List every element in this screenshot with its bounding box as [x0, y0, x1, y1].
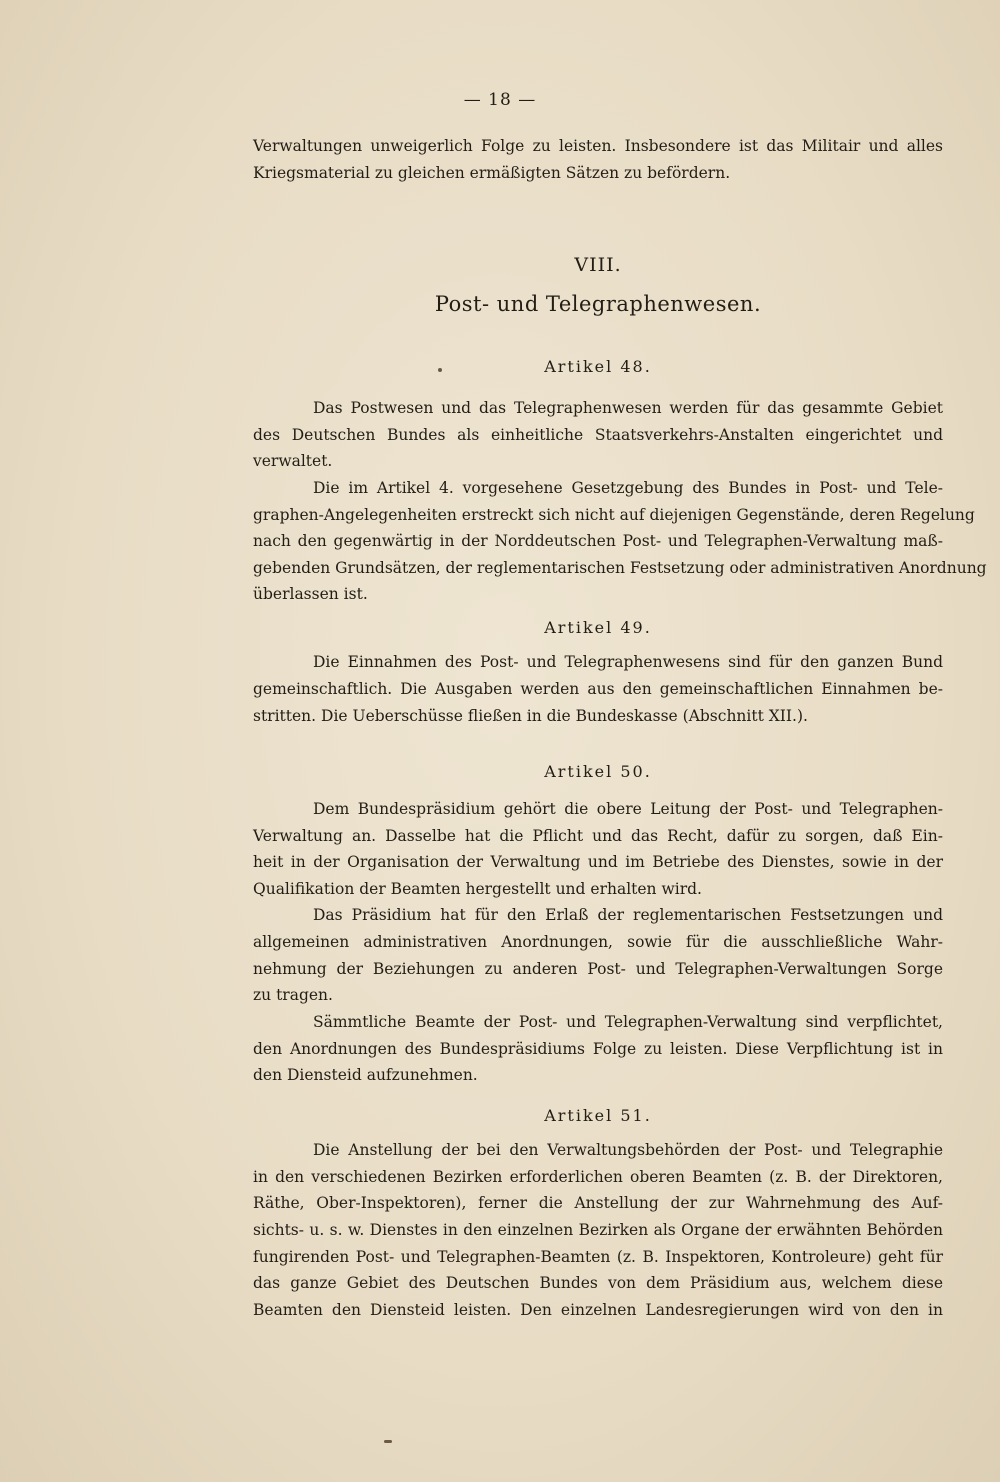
article-heading: Artikel 50. — [544, 762, 652, 781]
text-line: nehmung der Beziehungen zu anderen Post- und Telegraphen-Verwaltungen Sorge — [253, 960, 943, 978]
text-line: das ganze Gebiet des Deutschen Bundes von dem Präsidium aus, welchem diese — [253, 1274, 943, 1292]
page-number: — 18 — — [463, 90, 537, 110]
article-heading: Artikel 51. — [544, 1106, 652, 1125]
text-line: Verwaltungen unweigerlich Folge zu leisten. Insbesondere ist das Militair und alles — [253, 137, 943, 155]
text-line: sichts- u. s. w. Dienstes in den einzelnen Bezirken als Organe der erwähnten Behörden — [253, 1221, 943, 1239]
text-line: Die Einnahmen des Post- und Telegraphenwesens sind für den ganzen Bund — [313, 653, 943, 671]
text-line: gemeinschaftlich. Die Ausgaben werden aus den gemeinschaftlichen Einnahmen be- — [253, 680, 943, 698]
text-line: Räthe, Ober-Inspektoren), ferner die Anstellung der zur Wahrnehmung des Auf- — [253, 1194, 943, 1212]
text-line: Qualifikation der Beamten hergestellt und erhalten wird. — [253, 880, 702, 898]
text-line: Das Präsidium hat für den Erlaß der reglementarischen Festsetzungen und — [313, 906, 943, 924]
text-line: heit in der Organisation der Verwaltung und im Betriebe des Dienstes, sowie in der — [253, 853, 943, 871]
article-heading: Artikel 49. — [544, 618, 652, 637]
text-line: graphen-Angelegenheiten erstreckt sich nicht auf diejenigen Gegenstände, deren Regelung — [253, 506, 975, 524]
ink-speck — [384, 1440, 392, 1443]
text-line: verwaltet. — [253, 452, 333, 470]
text-line: Das Postwesen und das Telegraphenwesen werden für das gesammte Gebiet — [313, 399, 943, 417]
text-line: Kriegsmaterial zu gleichen ermäßigten Sätzen zu befördern. — [253, 164, 731, 182]
ink-speck — [438, 368, 442, 372]
text-line: den Diensteid aufzunehmen. — [253, 1066, 478, 1084]
text-line: Die im Artikel 4. vorgesehene Gesetzgebung des Bundes in Post- und Tele- — [313, 479, 943, 497]
text-line: Verwaltung an. Dasselbe hat die Pflicht und das Recht, dafür zu sorgen, daß Ein- — [253, 827, 943, 845]
text-line: allgemeinen administrativen Anordnungen, sowie für die ausschließliche Wahr- — [253, 933, 943, 951]
text-line: gebenden Grundsätzen, der reglementarischen Festsetzung oder administrativen Anordnung — [253, 559, 987, 577]
text-line: Sämmtliche Beamte der Post- und Telegraphen-Verwaltung sind verpflichtet, — [313, 1013, 943, 1031]
text-line: nach den gegenwärtig in der Norddeutschen Post- und Telegraphen-Verwaltung maß- — [253, 532, 943, 550]
text-line: fungirenden Post- und Telegraphen-Beamten (z. B. Inspektoren, Kontroleure) geht für — [253, 1248, 943, 1266]
text-line: Beamten den Diensteid leisten. Den einzelnen Landesregierungen wird von den in — [253, 1301, 943, 1319]
text-line: in den verschiedenen Bezirken erforderlichen oberen Beamten (z. B. der Direktoren, — [253, 1168, 943, 1186]
section-number: VIII. — [574, 254, 622, 276]
text-line: zu tragen. — [253, 986, 333, 1004]
article-heading: Artikel 48. — [544, 357, 652, 376]
section-heading: Post- und Telegraphenwesen. — [434, 292, 762, 316]
text-line: Dem Bundespräsidium gehört die obere Leitung der Post- und Telegraphen- — [313, 800, 943, 818]
text-line: Die Anstellung der bei den Verwaltungsbehörden der Post- und Telegraphie — [313, 1141, 943, 1159]
text-line: des Deutschen Bundes als einheitliche Staatsverkehrs-Anstalten eingerichtet und — [253, 426, 943, 444]
text-line: überlassen ist. — [253, 585, 368, 603]
text-line: den Anordnungen des Bundespräsidiums Folge zu leisten. Diese Verpflichtung ist in — [253, 1040, 943, 1058]
text-line: stritten. Die Ueberschüsse fließen in die Bundeskasse (Abschnitt XII.). — [253, 707, 808, 725]
